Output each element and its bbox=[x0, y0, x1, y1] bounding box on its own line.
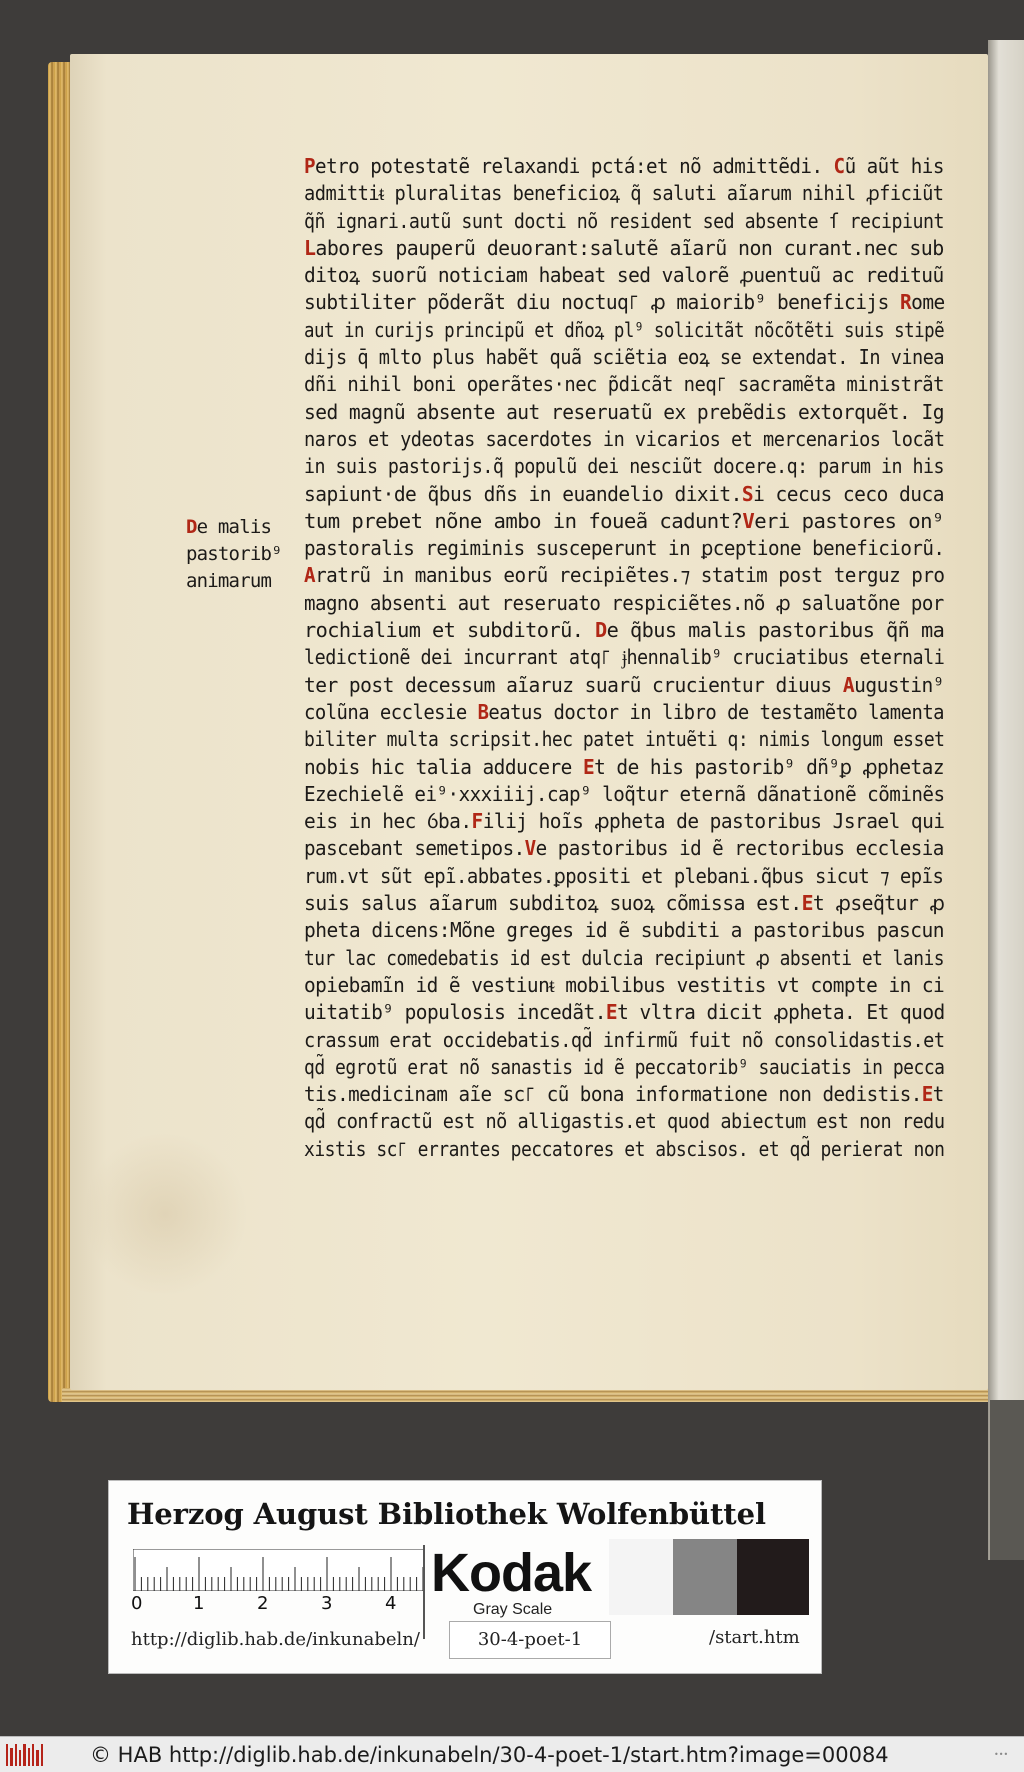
margin-note-rest: e malis bbox=[196, 516, 272, 538]
text-run: sapiunt·de q̃bus dñs in euandelio dixit. bbox=[304, 481, 742, 506]
text-run: crassum erat occidebatis.qd̃ infirmũ fuit nõ consolidastis.et bbox=[304, 1027, 945, 1052]
text-line bbox=[304, 317, 944, 344]
text-line bbox=[304, 808, 944, 835]
text-run: aut in curijs principũ et dñoꝝ pl⁹ solicitãt nõcõtẽti suis stipẽ bbox=[304, 317, 945, 342]
rubric-initial: C bbox=[833, 154, 845, 178]
footer-dots-icon: ••• bbox=[994, 1750, 1009, 1759]
text-run: t vltra dicit ꝓpheta. Et quod bbox=[617, 1000, 945, 1025]
text-run: qd̃ confractũ est nõ alligastis.et quod abiectum est non redu bbox=[304, 1109, 945, 1134]
shelfmark-box bbox=[449, 1621, 611, 1659]
text-line bbox=[304, 180, 944, 207]
text-run: eis in hec ỽba. bbox=[304, 809, 472, 834]
text-line bbox=[304, 153, 944, 180]
rubric-initial: V bbox=[524, 836, 536, 861]
text-run: i cecus ceco duca bbox=[753, 481, 944, 506]
text-run: in suis pastorijs.q̃ populũ dei nesciũt docere.q꞉ parum in his bbox=[304, 454, 944, 479]
ruler-number-3: 3 bbox=[321, 1593, 333, 1614]
hab-barcode-icon bbox=[4, 1740, 48, 1770]
text-line bbox=[304, 235, 944, 262]
next-page-edge bbox=[988, 40, 1024, 1560]
text-line bbox=[304, 453, 944, 480]
text-run: colũna ecclesie bbox=[304, 699, 478, 724]
text-run: magno absenti aut reseruato respiciẽtes.nõ ꝓ saluatõne por bbox=[304, 590, 944, 615]
text-run: suis salus aĩarum subditoꝝ suoꝝ cõmissa est. bbox=[304, 891, 802, 916]
text-run: pheta dicens:M bbox=[304, 918, 462, 943]
text-line bbox=[304, 835, 944, 862]
text-line bbox=[304, 344, 944, 371]
text-line bbox=[304, 945, 944, 972]
text-line bbox=[304, 781, 944, 808]
text-run: ũ aũt his bbox=[844, 154, 944, 178]
margin-note-line-3: animarum bbox=[186, 570, 272, 592]
page-stack-bottom bbox=[62, 1388, 988, 1402]
text-run: abores pauperũ deuorant:salutẽ aĩarũ non curant.nec sub bbox=[315, 235, 944, 260]
ruler-scale bbox=[133, 1549, 425, 1591]
text-run: ratrũ in manibus eorũ recipiẽtes.⁊ statim post terguz pro bbox=[315, 563, 945, 588]
ruler-number-2: 2 bbox=[257, 1593, 269, 1614]
text-run: opiebamĩn id ẽ vestiunᵵ mobilibus vestitis vt compte in ci bbox=[304, 972, 945, 997]
text-run: uitatib⁹ populosis incedãt. bbox=[304, 1000, 606, 1025]
text-line bbox=[304, 262, 944, 289]
text-line bbox=[304, 208, 944, 235]
text-line bbox=[304, 863, 944, 890]
library-name: Herzog August Bibliothek Wolfenbüttel bbox=[127, 1497, 766, 1531]
ruler-number-0: 0 bbox=[131, 1593, 143, 1614]
text-run: rum.vt sũt epĩ.abbates.ꝑpositi et plebani.q̃bus sicut ⁊ epĩs bbox=[304, 863, 944, 888]
text-run: t de his pastorib⁹ dñ⁹ꝑ ꝓphetaz bbox=[594, 754, 944, 779]
text-line bbox=[304, 426, 944, 453]
text-line bbox=[304, 699, 944, 726]
text-run: naros et ydeotas sacerdotes in vicarios et mercenarios locãt bbox=[304, 426, 945, 451]
text-line bbox=[304, 1108, 944, 1135]
text-line bbox=[304, 917, 944, 944]
text-run: rochialium et subditorũ. bbox=[304, 618, 596, 643]
text-run: eri pastores on⁹ bbox=[754, 508, 944, 533]
text-run: t ꝓseq̃tur ꝓ bbox=[812, 891, 944, 916]
ruler-numbers bbox=[131, 1593, 427, 1617]
margin-note-initial: D bbox=[186, 516, 197, 538]
rubric-initial: A bbox=[304, 563, 316, 588]
margin-note-line-1 bbox=[186, 514, 306, 541]
gray-scale-label: Gray Scale bbox=[473, 1601, 553, 1618]
text-run: dñi nihil boni operãtes·nec p̃dicãt neq꜒ sacramẽta ministrãt bbox=[304, 372, 945, 397]
margin-note bbox=[186, 514, 306, 595]
text-run: sed magnũ absente aut reseruatũ ex prebẽdis extorquẽt. Ig bbox=[304, 399, 944, 424]
ruler-divider bbox=[423, 1545, 425, 1639]
text-run: tis.medicinam aĩe sc꜒ cũ bona informatione non dedistis. bbox=[304, 1082, 922, 1107]
text-run: xistis sc꜒ errantes peccatores et abscisos. et qd̃ perierat non bbox=[304, 1136, 945, 1161]
text-run: etro potestatẽ relaxandi pctá:et nõ admittẽdi. bbox=[315, 154, 834, 178]
text-line bbox=[304, 672, 944, 699]
text-line bbox=[304, 289, 944, 316]
text-run: ledictionẽ dei incurrant atq꜒ ɉhennalib⁹ cruciatibus eternali bbox=[304, 645, 944, 670]
text-run: ilij hoĩs ꝓpheta de pastoribus Jsrael qui bbox=[482, 809, 945, 834]
text-run: nobis hic talia adducere bbox=[304, 754, 583, 779]
kodak-logo: Kodak bbox=[431, 1543, 592, 1603]
text-run: e pastoribus id ẽ rectoribus ecclesia bbox=[535, 836, 944, 861]
text-line bbox=[304, 481, 944, 508]
text-line bbox=[304, 562, 944, 589]
text-line bbox=[304, 535, 944, 562]
text-run: ter post decessum aĩaruz suarũ crucientur diuus bbox=[304, 672, 843, 697]
rubric-initial: L bbox=[304, 235, 316, 260]
text-run: eatus doctor in libro de testamẽto lamenta bbox=[488, 699, 945, 724]
text-run: e q̃bus malis pastoribus q̃ñ ma bbox=[606, 618, 945, 643]
text-run: pascebant semetipos. bbox=[304, 836, 525, 861]
rubric-initial: F bbox=[471, 809, 483, 834]
text-run: dijs q̄ mlto plus habẽt quã sciẽtia eoꝝ se extendat. In vinea bbox=[304, 345, 945, 370]
book-cover-edge bbox=[990, 1400, 1024, 1560]
text-run: ditoꝝ suorũ noticiam habeat sed valorẽ ꝓuentuũ ac redituũ bbox=[304, 263, 944, 288]
ruler-number-4: 4 bbox=[385, 1593, 397, 1614]
text-run: ome bbox=[911, 290, 945, 315]
rubric-initial: D bbox=[595, 618, 607, 643]
rubric-initial: P bbox=[304, 154, 316, 178]
text-column bbox=[304, 153, 944, 1163]
text-line bbox=[304, 1136, 944, 1163]
start-page-url: /start.htm bbox=[709, 1627, 800, 1648]
margin-note-line-2: pastorib⁹ bbox=[186, 543, 282, 565]
swatch-dark bbox=[737, 1539, 809, 1615]
text-line bbox=[304, 972, 944, 999]
swatch-mid-gray bbox=[673, 1539, 737, 1615]
shelfmark: 30-4-poet-1 bbox=[477, 1629, 583, 1650]
text-run: biliter multa scripsit.hec patet intuẽti q꞉ nimis longum esset bbox=[304, 727, 945, 752]
text-run: t bbox=[932, 1082, 944, 1107]
swatch-light bbox=[609, 1539, 679, 1615]
text-run: pastoralis regiminis susceperunt in ꝑceptione beneficiorũ. bbox=[304, 536, 945, 561]
rubric-initial: E bbox=[605, 1000, 618, 1025]
text-line bbox=[304, 1081, 944, 1108]
collection-url: http://diglib.hab.de/inkunabeln/ bbox=[131, 1629, 420, 1650]
rubric-initial: S bbox=[741, 481, 754, 506]
rubric-initial: A bbox=[842, 672, 855, 697]
rubric-initial: E bbox=[801, 891, 813, 916]
text-run: admittiᵵ pluralitas beneficioꝝ q̃ saluti aĩarum nihil ꝓficiũt bbox=[304, 181, 944, 206]
library-color-card bbox=[108, 1480, 822, 1674]
text-run: ugustin⁹ bbox=[854, 672, 944, 697]
text-line bbox=[304, 754, 944, 781]
ruler-number-1: 1 bbox=[193, 1593, 205, 1614]
text-run: tum prebet nõne ambo in foueã cadunt? bbox=[304, 508, 743, 533]
text-run: qd̃ egrotũ erat nõ sanastis id ẽ peccatorib⁹ sauciatis in pecca bbox=[304, 1054, 945, 1079]
text-line bbox=[304, 590, 944, 617]
text-run: subtiliter põderãt diu noctuq꜒ ꝓ maiorib⁹ beneficijs bbox=[304, 290, 900, 315]
footer-copyright-url[interactable]: © HAB http://diglib.hab.de/inkunabeln/30-4-poet-1/start.htm?image=00084 bbox=[90, 1743, 889, 1767]
text-line bbox=[304, 399, 944, 426]
rubric-initial: V bbox=[742, 508, 755, 533]
text-line bbox=[304, 726, 944, 753]
text-line bbox=[304, 617, 944, 644]
text-run: Ezechielẽ ei⁹·xxxiiij.cap⁹ loq̃tur eternã dãnationẽ cõminẽs bbox=[304, 781, 945, 806]
rubric-initial: R bbox=[899, 290, 912, 315]
footer-bar bbox=[0, 1736, 1024, 1772]
text-run: õne greges id ẽ subditi a pastoribus pascun bbox=[461, 918, 944, 943]
text-line bbox=[304, 1027, 944, 1054]
rubric-initial: E bbox=[582, 754, 595, 779]
text-line bbox=[304, 999, 944, 1026]
text-line bbox=[304, 508, 944, 535]
text-run: q̃ñ ignari.autũ sunt docti nõ resident sed absente ſ recipiunt bbox=[304, 208, 944, 233]
text-line bbox=[304, 1054, 944, 1081]
rubric-initial: B bbox=[477, 699, 489, 724]
text-line bbox=[304, 890, 944, 917]
text-line bbox=[304, 644, 944, 671]
text-run: tur lac comedebatis id est dulcia recipiunt ꝓ absenti et lanis bbox=[304, 945, 945, 970]
text-line bbox=[304, 371, 944, 398]
rubric-initial: E bbox=[921, 1082, 933, 1107]
